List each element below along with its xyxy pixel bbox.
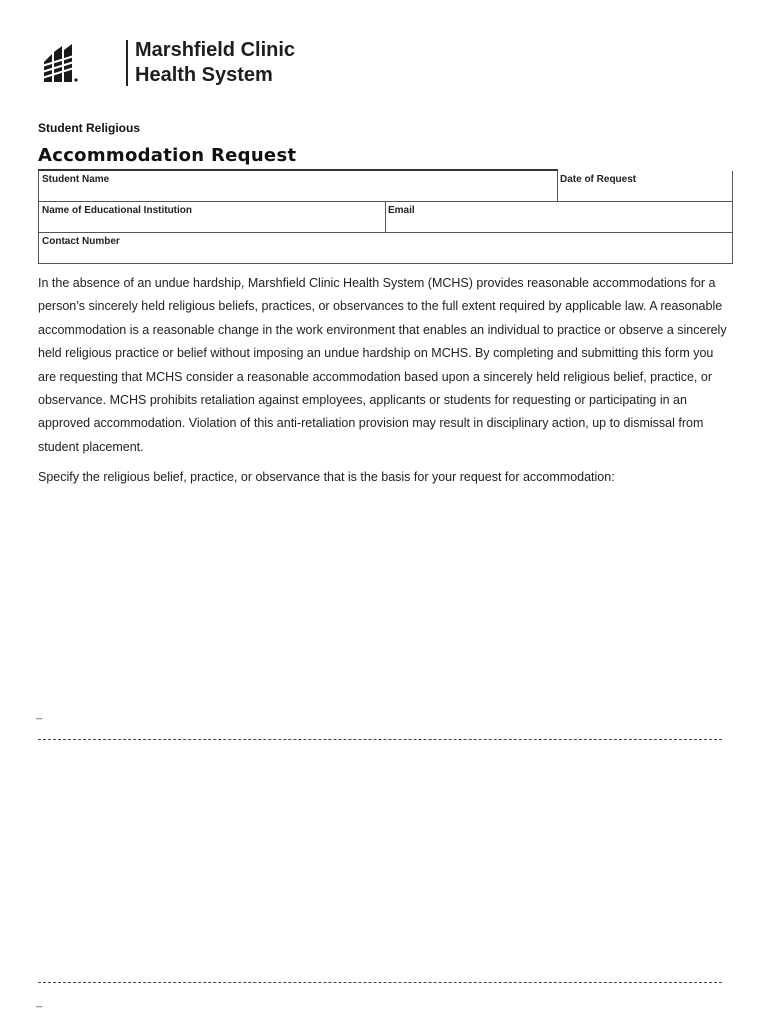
- institution-input[interactable]: [39, 218, 385, 230]
- email-field[interactable]: [385, 202, 733, 233]
- date-of-request-label: Date of Request: [560, 174, 637, 185]
- institution-label: Name of Educational Institution: [42, 205, 193, 216]
- accommodation-answer-input-2[interactable]: [38, 752, 726, 976]
- marshfield-logo: [38, 38, 296, 88]
- institution-field[interactable]: [38, 202, 386, 233]
- accommodation-prompt: Specify the religious belief, practice, or observance that is the basis for your request for accommodation:: [38, 470, 615, 484]
- student-name-field[interactable]: [38, 171, 558, 202]
- answer-underline-1: [38, 739, 722, 740]
- marshfield-logo-icon: [38, 44, 78, 84]
- logo-divider: [126, 40, 128, 86]
- student-name-input[interactable]: [39, 187, 557, 199]
- answer-line-mark: _: [36, 708, 43, 720]
- logo-line-2: Health System: [135, 64, 273, 86]
- date-of-request-input[interactable]: [557, 187, 732, 199]
- student-name-label: Student Name: [42, 174, 110, 185]
- date-of-request-field[interactable]: [557, 171, 733, 202]
- email-input[interactable]: [385, 218, 732, 230]
- form-subtitle: Student Religious: [38, 121, 140, 135]
- logo-wordmark: [135, 38, 295, 88]
- contact-number-label: Contact Number: [42, 236, 120, 247]
- email-label: Email: [388, 205, 415, 216]
- answer-line-mark-2: _: [36, 996, 43, 1008]
- contact-number-input[interactable]: [39, 249, 732, 261]
- contact-number-field[interactable]: [38, 233, 733, 264]
- answer-underline-2: [38, 982, 722, 983]
- logo-line-1: Marshfield Clinic: [135, 39, 296, 61]
- accommodation-answer-input[interactable]: [38, 498, 726, 722]
- policy-paragraph: In the absence of an undue hardship, Marshfield Clinic Health System (MCHS) provides reasonable accommodations for a person’s sincerely held religious beliefs, practices, or observances to the full extent required by applicable law. A reasonable accommodation is a reasonable change in the work environment that enables an individual to practice or observe a sincerely held religious practice or belief without imposing an undue hardship on MCHS. By completing and submitting this form you are requesting that MCHS consider a reasonable accommodation based upon a sincerely held religious belief, practice, or observance. MCHS prohibits retaliation against employees, applicants or students for requesting or participating in an approved accommodation. Violation of this anti-retaliation provision may result in disciplinary action, up to dismissal from student placement.: [38, 276, 727, 454]
- form-title: Accommodation Request: [38, 145, 297, 166]
